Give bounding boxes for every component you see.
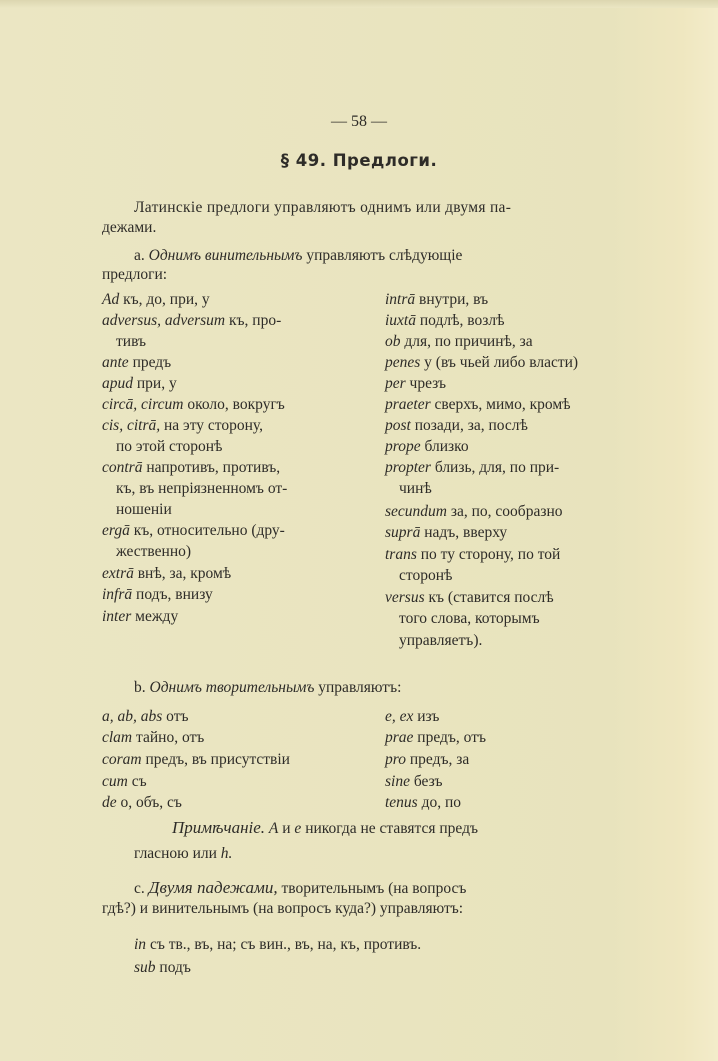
entry	[399, 632, 482, 650]
entry	[385, 333, 533, 351]
latin-preposition: ob	[385, 333, 401, 350]
latin-preposition: post	[385, 417, 411, 434]
translation: за, по, сообразно	[450, 503, 563, 520]
note-label: Примѣчаніе.	[172, 818, 266, 837]
translation: къ, относительно (дру-	[133, 522, 285, 539]
entry	[102, 312, 281, 330]
page-number: — 58 —	[331, 113, 387, 130]
part-text: творительнымъ (на вопросъ	[281, 880, 467, 897]
translation: подъ	[159, 959, 191, 976]
translation: чинѣ	[399, 480, 432, 497]
entry	[102, 794, 182, 812]
intro-line-1: Латинскіе предлоги управляютъ однимъ или двумя па-	[134, 199, 512, 216]
intro-line-2: дежами.	[102, 219, 157, 236]
entry	[385, 773, 442, 791]
latin-preposition: extrā	[102, 565, 134, 582]
part-b-heading	[134, 679, 401, 697]
translation: по ту сторону, по той	[420, 546, 561, 563]
translation: подъ, внизу	[136, 586, 213, 603]
part-a-line-2: предлоги:	[102, 266, 168, 283]
entry	[385, 291, 488, 309]
translation: напротивъ, противъ,	[146, 459, 281, 476]
latin-preposition: prope	[385, 438, 421, 455]
entry	[385, 375, 446, 393]
translation: управляетъ).	[399, 632, 483, 649]
entry	[385, 524, 507, 542]
latin-preposition: contrā	[102, 459, 143, 476]
entry	[385, 459, 559, 477]
entry	[385, 751, 469, 769]
note-text: гласною или	[134, 845, 217, 862]
translation: предъ, въ присутствіи	[145, 751, 290, 768]
entry	[116, 333, 146, 351]
latin-preposition: praeter	[385, 396, 431, 413]
translation: внѣ, за, кромѣ	[137, 565, 232, 582]
latin-preposition: versus	[385, 589, 425, 606]
translation: подлѣ, возлѣ	[419, 312, 505, 329]
section-title: § 49. Предлоги.	[280, 151, 438, 170]
latin-preposition: de	[102, 794, 117, 811]
part-c-line-2: гдѣ?) и винительнымъ (на вопросъ куда?) управляютъ:	[102, 900, 464, 917]
latin-preposition: sub	[134, 959, 156, 976]
translation: между	[135, 608, 179, 625]
latin-preposition: prae	[385, 729, 414, 746]
entry	[102, 375, 177, 393]
translation: сверхъ, мимо, кромѣ	[434, 396, 571, 413]
latin-preposition: adversus, adversum	[102, 312, 226, 329]
part-emphasis: Двумя падежами,	[148, 878, 278, 897]
part-emphasis: Однимъ творительнымъ	[149, 679, 315, 696]
latin-preposition: cis, citrā,	[102, 417, 161, 434]
latin-preposition: e, ex	[385, 708, 414, 725]
latin-preposition: a, ab, abs	[102, 708, 163, 725]
entry	[116, 480, 287, 498]
translation: по этой сторонѣ	[116, 438, 223, 455]
entry	[399, 480, 432, 498]
latin-preposition: in	[134, 936, 147, 953]
latin-preposition: tenus	[385, 794, 418, 811]
latin-preposition: pro	[385, 751, 406, 768]
note-letter-h: h.	[220, 845, 233, 862]
latin-preposition: ergā	[102, 522, 130, 539]
translation: позади, за, послѣ	[414, 417, 528, 434]
translation: къ, про-	[229, 312, 282, 329]
entry	[385, 546, 560, 564]
latin-preposition: clam	[102, 729, 133, 746]
latin-preposition: apud	[102, 375, 133, 392]
latin-preposition: secundum	[385, 503, 447, 520]
translation: тивъ	[116, 333, 147, 350]
note	[172, 819, 478, 838]
translation: предъ	[132, 354, 172, 371]
part-emphasis: Однимъ винительнымъ	[148, 247, 303, 264]
latin-preposition: coram	[102, 751, 142, 768]
translation: при, у	[136, 375, 177, 392]
entry	[399, 610, 540, 628]
latin-preposition: suprā	[385, 524, 421, 541]
latin-preposition: propter	[385, 459, 431, 476]
entry	[102, 608, 178, 626]
translation: близь, для, по при-	[434, 459, 560, 476]
translation: до, по	[421, 794, 462, 811]
entry	[385, 396, 571, 414]
entry	[399, 567, 452, 585]
latin-preposition: ante	[102, 354, 129, 371]
translation: къ, до, при, у	[123, 291, 210, 308]
translation: изъ	[417, 708, 440, 725]
entry	[385, 729, 486, 747]
part-text: управляютъ слѣдующіе	[306, 247, 463, 264]
entry	[102, 291, 210, 309]
translation: съ тв., въ, на; съ вин., въ, на, къ, противъ.	[149, 936, 422, 953]
part-a-heading	[134, 247, 462, 265]
entry	[116, 438, 222, 456]
latin-preposition: sine	[385, 773, 410, 790]
translation: чрезъ	[409, 375, 447, 392]
translation: отъ	[166, 708, 189, 725]
translation: тайно, отъ	[136, 729, 205, 746]
latin-preposition: per	[385, 375, 406, 392]
latin-preposition: cum	[102, 773, 128, 790]
part-marker: b.	[134, 679, 146, 696]
entry	[134, 959, 191, 977]
latin-preposition: intrā	[385, 291, 416, 308]
translation: надъ, вверху	[424, 524, 508, 541]
entry	[102, 586, 213, 604]
translation: о, объ, съ	[120, 794, 182, 811]
entry	[385, 417, 528, 435]
entry	[385, 438, 469, 456]
entry	[385, 708, 439, 726]
entry	[102, 729, 204, 747]
translation: къ, въ непріязненномъ от-	[116, 480, 288, 497]
translation: того слова, которымъ	[399, 610, 540, 627]
entry	[116, 501, 172, 519]
entry	[116, 543, 191, 561]
entry	[134, 936, 421, 954]
translation: предъ, за	[409, 751, 470, 768]
entry	[102, 417, 263, 435]
translation: съ	[131, 773, 147, 790]
entry	[385, 312, 505, 330]
translation: безъ	[413, 773, 443, 790]
translation: жественно)	[116, 543, 192, 560]
part-marker: c.	[134, 880, 145, 897]
entry	[102, 459, 280, 477]
part-marker: a.	[134, 247, 145, 264]
latin-preposition: trans	[385, 546, 417, 563]
note-letter-a: A	[268, 820, 279, 837]
entry	[102, 354, 171, 372]
entry	[385, 354, 578, 372]
entry	[102, 565, 231, 583]
part-text: управляютъ:	[318, 679, 402, 696]
entry	[102, 522, 285, 540]
entry	[102, 773, 147, 791]
translation: ношеніи	[116, 501, 172, 518]
translation: сторонѣ	[399, 567, 453, 584]
translation: на эту сторону,	[164, 417, 263, 434]
translation: близко	[424, 438, 469, 455]
latin-preposition: infrā	[102, 586, 133, 603]
latin-preposition: penes	[385, 354, 421, 371]
scan-edge	[0, 0, 718, 8]
entry	[385, 794, 461, 812]
entry	[385, 503, 563, 521]
translation: для, по причинѣ, за	[404, 333, 533, 350]
entry	[102, 708, 189, 726]
entry	[102, 751, 290, 769]
entry	[385, 589, 554, 607]
part-c-heading	[134, 879, 466, 898]
translation: къ (ставится послѣ	[428, 589, 554, 606]
note-text: и	[282, 820, 291, 837]
translation: внутри, въ	[419, 291, 489, 308]
translation: предъ, отъ	[417, 729, 487, 746]
latin-preposition: circā, circum	[102, 396, 184, 413]
translation: около, вокругъ	[187, 396, 285, 413]
latin-preposition: Ad	[102, 291, 120, 308]
note-text: никогда не ставятся предъ	[305, 820, 478, 837]
note-letter-e: e	[294, 820, 302, 837]
translation: у (въ чьей либо власти)	[424, 354, 579, 371]
entry	[102, 396, 285, 414]
latin-preposition: iuxtā	[385, 312, 416, 329]
latin-preposition: inter	[102, 608, 132, 625]
note-line-2	[134, 845, 232, 863]
